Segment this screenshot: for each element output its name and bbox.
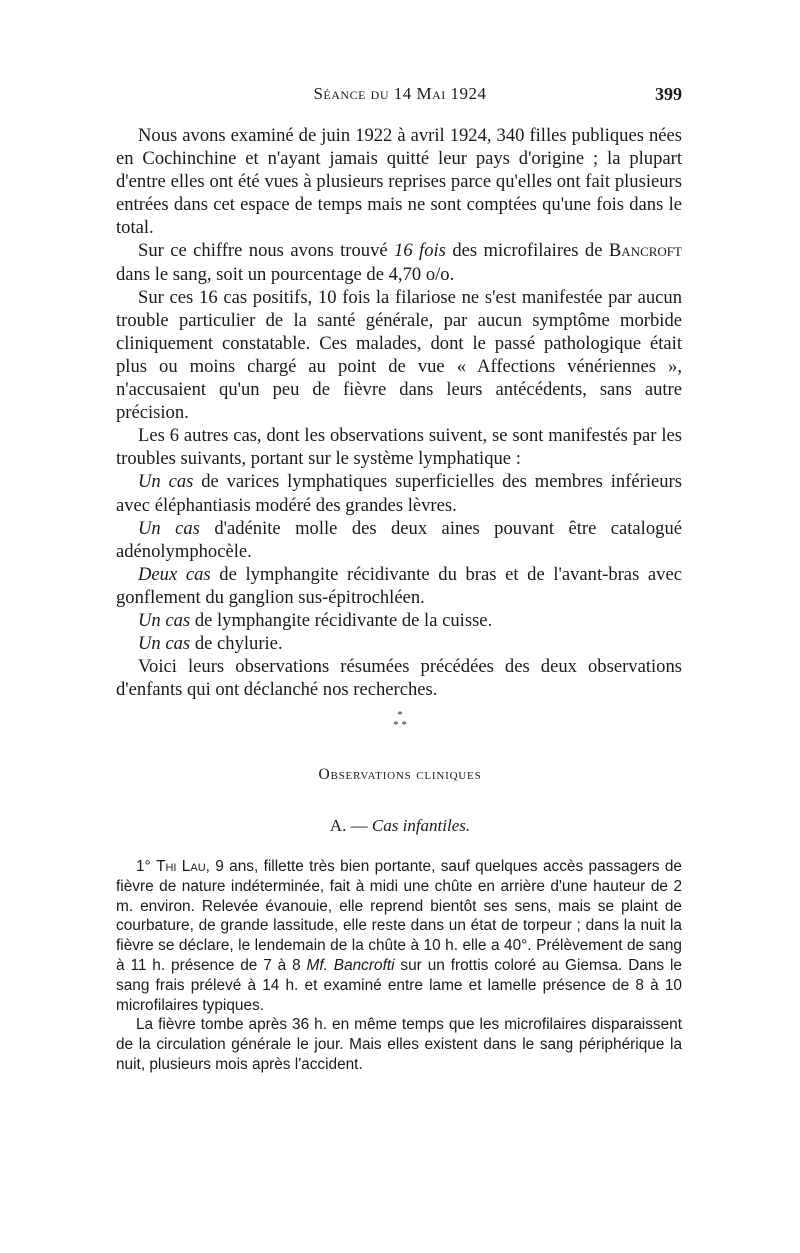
paragraph xyxy=(116,239,682,285)
paragraph: Les 6 autres cas, dont les observations suivent, se sont manifestés par les troubles suivants, portant sur le système lymphatique : xyxy=(116,425,682,470)
body-text xyxy=(116,124,682,701)
author-name: Bancroft xyxy=(608,240,682,262)
paragraph xyxy=(116,609,682,632)
text-run: , 9 ans, fillette très bien portante, sauf quelques accès passagers de fièvre de nature indéterminée, fait à midi une chûte en arrière d'une hauteur de 2 m. environ. Relevée évanouie, elle reprend bientôt ses sens, mais se plaint de courbature, de grande lassitude, elle reste dans un état de torpeur ; dans la nuit la fièvre se déclare, le lendemain de la chûte à 10 h. elle a 40°. Prélèvement de sang à 11 h. présence de 7 à 8 xyxy=(116,858,682,974)
running-title: Séance du 14 Mai 1924 xyxy=(313,84,487,103)
text-run: de varices lymphatiques superficielles des membres inférieurs avec éléphantiasis modéré des grandes lèvres. xyxy=(116,471,682,516)
emphasis-text: Un cas xyxy=(138,517,200,539)
species-name: Mf. Bancrofti xyxy=(306,956,395,974)
case-paragraph xyxy=(116,857,682,1015)
paragraph xyxy=(116,517,682,563)
text-run: d'adénite molle des deux aines pouvant être catalogué adénolymphocèle. xyxy=(116,517,682,562)
emphasis-text: Deux cas xyxy=(138,563,211,585)
paragraph: Nous avons examiné de juin 1922 à avril 1924, 340 filles publiques nées en Cochinchine et n'ayant jamais quitté leur pays d'origine ; la plupart d'entre elles ont été vues à plusieurs reprises parce qu'elles ont fait plusieurs entrées dans cet espace de temps mais ne sont comptées qu'une fois dans le total. xyxy=(116,125,682,239)
paragraph xyxy=(116,563,682,609)
paragraph: Sur ces 16 cas positifs, 10 fois la filariose ne s'est manifestée par aucun trouble particulier de la santé générale, par aucun symptôme morbide cliniquement constatable. Ces malades, dont le passé pathologique était plus ou moins chargé au point de vue « Affections vénériennes », n'accusaient qu'un peu de fièvre dans leurs antécédents, sans autre précision. xyxy=(116,286,682,424)
emphasis-text: Un cas xyxy=(138,471,194,493)
text-run: sur un frottis coloré au Giemsa. Dans le sang frais prélevé à 14 h. et examiné entre lame et lamelle présence de 8 à 10 microfilaires typiques. xyxy=(116,956,682,1014)
text-run: des microfilaires de xyxy=(445,240,609,262)
running-head xyxy=(118,84,682,108)
sub-heading xyxy=(118,816,682,836)
section-dinkus xyxy=(385,710,415,730)
emphasis-text: Un cas xyxy=(138,633,191,655)
patient-name: Thi Lau xyxy=(156,858,206,875)
emphasis-text: Un cas xyxy=(138,609,191,631)
text-run: dans le sang, soit un pourcentage de 4,70 o/o. xyxy=(116,263,455,285)
text-run: de lymphangite récidivante de la cuisse. xyxy=(190,609,493,631)
text-run: Sur ce chiffre nous avons trouvé xyxy=(138,240,395,262)
section-heading: Observations cliniques xyxy=(318,766,482,783)
dinkus-bottom: * * xyxy=(393,719,407,731)
text-run: de chylurie. xyxy=(190,633,283,655)
paragraph: Voici leurs observations résumées précédées des deux observations d'enfants qui ont déclanché nos recherches. xyxy=(116,656,682,701)
case-report xyxy=(116,857,682,1075)
paragraph xyxy=(116,470,682,516)
case-paragraph: La fièvre tombe après 36 h. en même temps que les microfilaires disparaissent de la circulation générale le jour. Mais elles existent dans le sang périphérique la nuit, plusieurs mois après l'accident. xyxy=(116,1016,682,1073)
sub-heading-prefix: A. — xyxy=(329,816,372,835)
case-number: 1° xyxy=(136,858,157,875)
sub-heading-title: Cas infantiles. xyxy=(371,816,471,835)
emphasis-text: 16 fois xyxy=(394,240,446,262)
paragraph xyxy=(116,632,682,655)
page-number: 399 xyxy=(655,84,682,104)
dinkus-top: * xyxy=(397,709,403,721)
text-run: de lymphangite récidivante du bras et de l'avant-bras avec gonflement du ganglion sus-épitrochléen. xyxy=(116,563,682,608)
